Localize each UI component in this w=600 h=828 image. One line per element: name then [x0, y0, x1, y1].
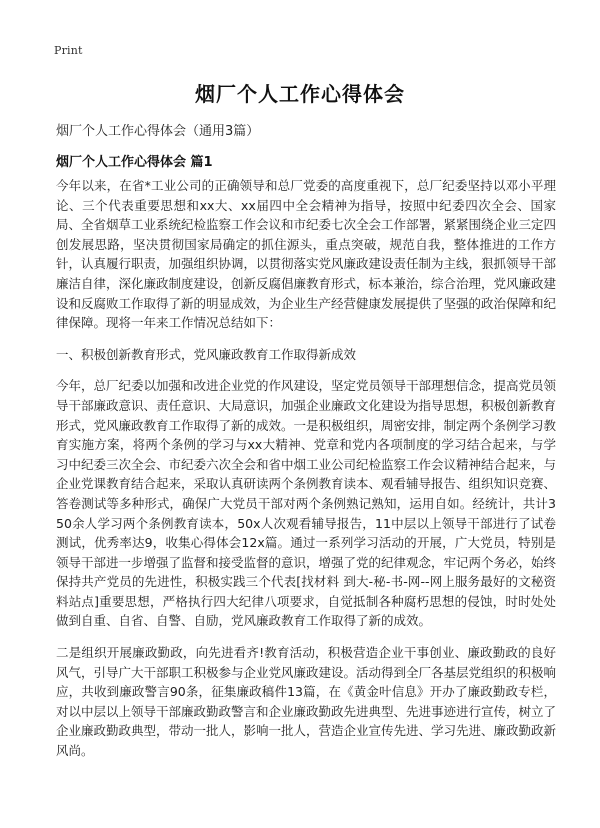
- section-heading: 烟厂个人工作心得体会 篇1: [56, 155, 213, 170]
- paragraph-intro: 今年以来，在省*工业公司的正确领导和总厂党委的高度重视下，总厂纪委坚持以邓小平理论、三个代表重要思想和xx大、xx届四中全会精神为指导，按照中纪委四次全会、国家局、全省烟草工业系统纪检监察工作会议和市纪委七次全会工作部署，紧紧围绕企业三定四创发展思路，坚决贯彻国家局确定的抓住源头，重点突破，规范自我，整体推进的工作方针，认真履行职责，加强组织协调，以贯彻落实党风廉政建设责任制为主线，狠抓领导干部廉洁自律，深化廉政制度建设，创新反腐倡廉教育形式，标本兼治，综合治理，党风廉政建设和反腐败工作取得了新的明显成效，为企业生产经营健康发展提供了坚强的政治保障和纪律保障。现将一年来工作情况总结如下：: [56, 178, 557, 331]
- document-subtitle: 烟厂个人工作心得体会（通用3篇）: [56, 124, 260, 139]
- paragraph-activities: 二是组织开展廉政勤政，向先进看齐!教育活动，积极营造企业干事创业、廉政勤政的良好风气，引导广大干部职工积极参与企业党风廉政建设。活动得到全厂各基层党组织的积极响应，共收到廉政警言90条，征集廉政稿件13篇，在《黄金叶信息》开办了廉政勤政专栏，对以中层以上领导干部廉政勤政警言和企业廉政勤政先进典型、先进事迹进行宣传，树立了企业廉政勤政典型，带动一批人，影响一批人，营造企业宣传先进、学习先进、廉政勤政新风尚。: [56, 645, 557, 759]
- print-link[interactable]: Print: [54, 44, 83, 57]
- paragraph-education: 今年，总厂纪委以加强和改进企业党的作风建设，坚定党员领导干部理想信念，提高党员领导干部廉政意识、责任意识、大局意识，加强企业廉政文化建设为指导思想，积极创新教育形式，党风廉政教育工作取得了新的成效。一是积极组织，周密安排，制定两个条例学习教育实施方案，将两个条例的学习与xx大精神、党章和党内各项制度的学习结合起来，与学习中纪委三次全会、市纪委六次全会和省中烟工业公司纪检监察工作会议精神结合起来，与企业党课教育结合起来，采取认真研读两个条例教育读本、观看辅导报告、组织知识竞赛、答卷测试等多种形式，确保广大党员干部对两个条例熟记熟知，运用自如。经统计，共计350余人学习两个条例教育读本，50x人次观看辅导报告，11中层以上领导干部进行了试卷测试，优秀率达9，收集心得体会12x篇。通过一系列学习活动的开展，广大党员，特别是领导干部进一步增强了监督和接受监督的意识，增强了党的纪律观念，牢记两个务必，始终保持共产党员的先进性，积极实践三个代表[找材料 到大-秘-书-网--网上服务最好的文秘资料站点]重要思想，严格执行四大纪律八项要求，自觉抵制各种腐朽思想的侵蚀，时时处处做到自重、自省、自警、自励，党风廉政教育工作取得了新的成效。: [56, 378, 557, 629]
- document-body: [56, 176, 556, 773]
- paragraph-subheading-1: 一、积极创新教育形式，党风廉政教育工作取得新成效: [56, 346, 357, 362]
- page-title: 烟厂个人工作心得体会: [195, 82, 405, 106]
